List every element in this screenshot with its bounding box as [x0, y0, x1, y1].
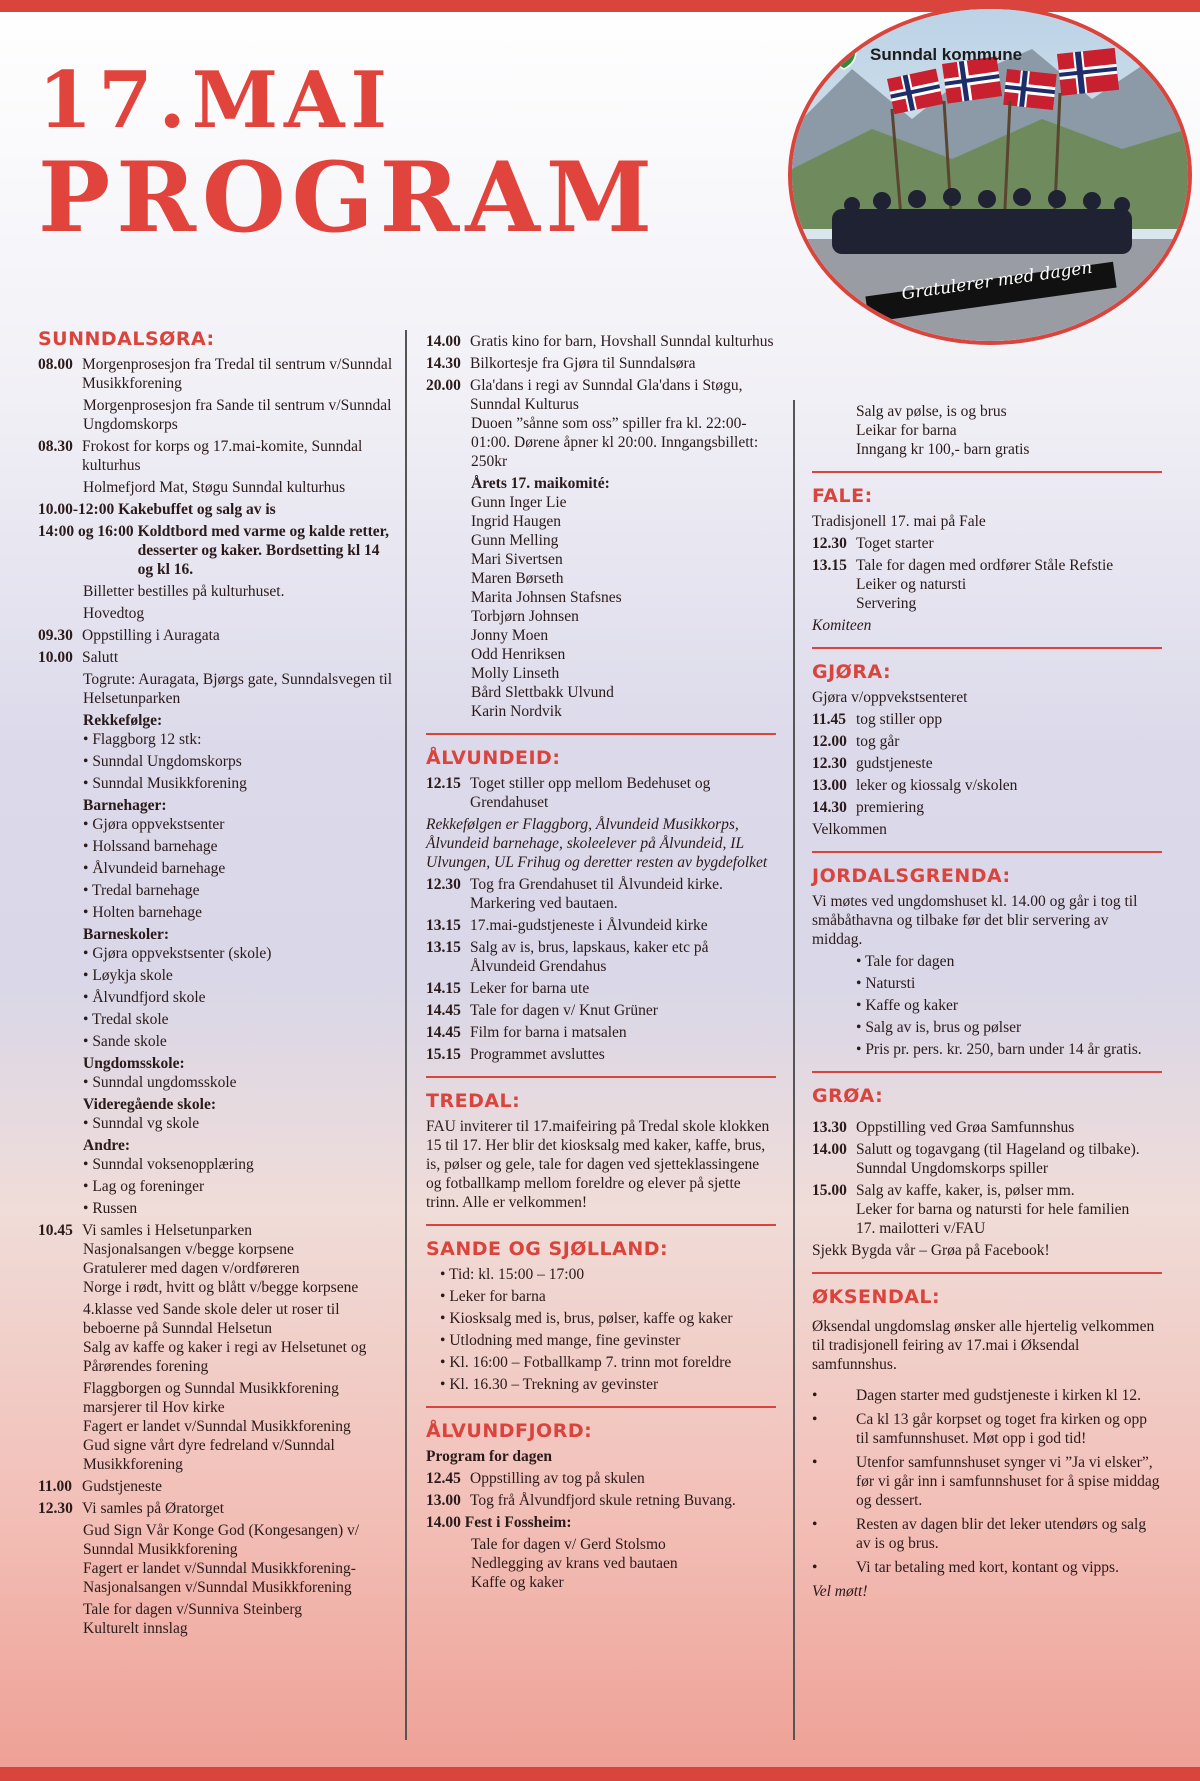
event-text: Oppstilling i Auragata	[82, 627, 220, 644]
time: 12.30	[812, 535, 847, 552]
subheading: Årets 17. maikomité:	[471, 475, 610, 492]
paragraph: Gjøra v/oppvekstsenteret	[812, 689, 968, 706]
list-item: • Resten av dagen blir det leker utendørs og salg av is og brus.	[812, 1515, 1162, 1553]
divider	[812, 851, 1162, 853]
list-item: • Russen	[83, 1199, 398, 1218]
event-text: Film for barna i matsalen	[470, 1024, 627, 1041]
column-right	[812, 402, 1162, 1604]
column-divider-2	[793, 400, 795, 1740]
divider	[426, 1406, 776, 1408]
list-item: • Tredal barnehage	[83, 881, 398, 900]
list-item: • Løykja skole	[83, 966, 398, 985]
time: 13.15	[426, 939, 461, 956]
event-text: Tale for dagen med ordfører Ståle Refstie	[856, 557, 1114, 574]
heading-oksendal: ØKSENDAL:	[812, 1286, 941, 1308]
list-item: • Sunndal voksenopplæring	[83, 1155, 398, 1174]
divider	[426, 733, 776, 735]
event-text: Inngang kr 100,- barn gratis	[856, 441, 1030, 458]
list-item	[812, 710, 1162, 729]
event-text: Leker for barna ute	[470, 980, 590, 997]
event-text: Oppstilling ved Grøa Samfunnshus	[856, 1119, 1075, 1136]
subheading: Barnehager:	[83, 797, 167, 814]
time: 12.30	[38, 1500, 73, 1517]
event-text: Togrute: Auragata, Bjørgs gate, Sunndalsvegen til Helsetunparken	[83, 671, 393, 707]
event-text: 10.00-12:00 Kakebuffet og salg av is	[38, 501, 276, 518]
list-item	[812, 534, 1162, 553]
list-item: Mari Sivertsen	[471, 551, 563, 568]
list-item: • Tid: kl. 15:00 – 17:00	[440, 1265, 776, 1284]
list-item	[426, 1001, 776, 1020]
time: 15.15	[426, 1046, 461, 1063]
event-text: Frokost for korps og 17.mai-komite, Sunndal kulturhus	[82, 438, 363, 474]
event-text: Norge i rødt, hvitt og blått v/begge korpsene	[83, 1279, 359, 1296]
list-item: • Kl. 16:00 – Fotballkamp 7. trinn mot foreldre	[440, 1353, 776, 1372]
time: 10.00	[38, 649, 73, 666]
event-text: Gud signe vårt dyre fedreland v/Sunndal Musikkforening	[83, 1437, 335, 1473]
list-item	[426, 1045, 776, 1064]
list-item	[38, 1499, 398, 1518]
event-text: Tale for dagen v/ Gerd Stolsmo	[471, 1536, 666, 1553]
event-text: gudstjeneste	[856, 755, 933, 772]
subheading: Program for dagen	[426, 1448, 552, 1465]
list-item	[426, 1491, 776, 1510]
time: 10.45	[38, 1222, 73, 1239]
list-item: Marita Johnsen Stafsnes	[471, 589, 622, 606]
list-item: • Kaffe og kaker	[856, 996, 1162, 1015]
list-item: Ingrid Haugen	[471, 513, 561, 530]
paragraph: FAU inviterer til 17.maifeiring på Tredal skole klokken 15 til 17. Her blir det kiosksalg med kaker, kaffe, brus, is, pølser og gele, tale for dagen ved sjetteklassingene og fotballkamp mellom foreldre og elever på sjette trinn. Alle er velkommen!	[426, 1118, 770, 1211]
list-item: • Leker for barna	[440, 1287, 776, 1306]
list-item	[812, 732, 1162, 751]
bottom-border	[0, 1767, 1200, 1781]
list-item: Gunn Inger Lie	[471, 494, 567, 511]
event-text: Kulturelt innslag	[83, 1620, 188, 1637]
heading-sunndalsora: SUNNDALSØRA:	[38, 328, 215, 350]
bullet-list	[812, 1386, 1162, 1577]
event-text: Oppstilling av tog på skulen	[470, 1470, 645, 1487]
photo-caption: Gratulerer med dagen	[900, 257, 1094, 305]
list-item: • Sunndal ungdomsskole	[83, 1073, 398, 1092]
heading-gjora: GJØRA:	[812, 661, 892, 683]
event-text: Tog fra Grendahuset til Ålvundeid kirke. Markering ved bautaen.	[470, 876, 723, 912]
list-item	[812, 556, 1162, 575]
event-text: Billetter bestilles på kulturhuset.	[83, 583, 285, 600]
list-item: • Utlodning med mange, fine gevinster	[440, 1331, 776, 1350]
list-item	[426, 376, 776, 414]
time: 13.00	[812, 777, 847, 794]
event-text: Salutt	[82, 649, 119, 666]
divider	[426, 1224, 776, 1226]
event-text: Nedlegging av krans ved bautaen	[471, 1555, 678, 1572]
list-item: • Sunndal vg skole	[83, 1114, 398, 1133]
time: 14.30	[812, 799, 847, 816]
heading-tredal: TREDAL:	[426, 1090, 521, 1112]
event-text: tog stiller opp	[856, 711, 943, 728]
list-item	[38, 1477, 398, 1496]
event-text: leker og kiossalg v/skolen	[856, 777, 1018, 794]
list-item: • Sunndal Ungdomskorps	[83, 752, 398, 771]
heading-jordalsgrenda: JORDALSGRENDA:	[812, 865, 1011, 887]
list-item	[812, 776, 1162, 795]
event-text: Salg av kaffe og kaker i regi av Helsetunet og Pårørendes forening	[83, 1339, 367, 1375]
subheading: Barneskoler:	[83, 926, 170, 943]
list-item: • Flaggborg 12 stk:	[83, 730, 398, 749]
event-text: Fagert er landet v/Sunndal Musikkforening-Nasjonalsangen v/Sunndal Musikkforening	[83, 1560, 356, 1596]
list-item: • Pris pr. pers. kr. 250, barn under 14 år gratis.	[856, 1040, 1182, 1059]
parade-photo	[788, 5, 1192, 345]
event-text: Tog frå Ålvundfjord skule retning Buvang.	[470, 1492, 736, 1509]
paragraph: Øksendal ungdomslag ønsker alle hjertelig velkommen til tradisjonell feiring av 17.mai i Øksendal samfunnshus.	[812, 1318, 1155, 1373]
list-item: • Gjøra oppvekstsenter (skole)	[83, 944, 398, 963]
column-sunndalsora	[38, 330, 398, 1641]
event-text: 4.klasse ved Sande skole deler ut roser til beboerne på Sunndal Helsetun	[83, 1301, 340, 1337]
event-text: Gratulerer med dagen v/ordføreren	[83, 1260, 300, 1277]
heading-alvundeid: ÅLVUNDEID:	[426, 747, 561, 769]
time: 13.15	[812, 557, 847, 574]
column-middle	[426, 332, 776, 1595]
time: 14.30	[426, 355, 461, 372]
list-item	[38, 648, 398, 667]
event-text: Koldtbord med varme og kalde retter, desserter og kaker. Bordsetting kl 14 og kl 16.	[137, 523, 389, 578]
divider	[812, 471, 1162, 473]
event-text: Leiker og natursti	[856, 576, 967, 593]
list-item: • Kiosksalg med is, brus, pølser, kaffe og kaker	[440, 1309, 776, 1328]
list-item	[426, 774, 776, 812]
title-line-1: 17.MAI	[38, 55, 394, 146]
list-item: Molly Linseth	[471, 665, 560, 682]
list-item	[38, 355, 398, 393]
event-text: Gla'dans i regi av Sunndal Gla'dans i Støgu, Sunndal Kulturus	[470, 377, 743, 413]
list-item: Jonny Moen	[471, 627, 549, 644]
event-text: Bilkortesje fra Gjøra til Sunndalsøra	[470, 355, 696, 372]
list-item	[812, 798, 1162, 817]
time: 08.30	[38, 438, 73, 455]
event-text: tog går	[856, 733, 900, 750]
list-item: Gunn Melling	[471, 532, 559, 549]
time: 08.00	[38, 356, 73, 373]
divider	[812, 1071, 1162, 1073]
subheading: Videregående skole:	[83, 1096, 217, 1113]
list-item	[426, 979, 776, 998]
time: 12.45	[426, 1470, 461, 1487]
list-item	[426, 1023, 776, 1042]
event-text: premiering	[856, 799, 925, 816]
list-item: Maren Børseth	[471, 570, 564, 587]
event-text: Servering	[856, 595, 917, 612]
list-item: Bård Slettbakk Ulvund	[471, 684, 614, 701]
title-line-2: PROGRAM	[38, 141, 659, 254]
event-text: Gratis kino for barn, Hovshall Sunndal kulturhus	[470, 333, 774, 350]
crowd-group	[832, 188, 1132, 254]
list-item: • Tale for dagen	[856, 952, 1162, 971]
event-text: Flaggborgen og Sunndal Musikkforening marsjerer til Hov kirke	[83, 1380, 339, 1416]
event-text: Salg av pølse, is og brus	[856, 403, 1007, 420]
heading-alvundfjord: ÅLVUNDFJORD:	[426, 1420, 593, 1442]
list-item: • Utenfor samfunnshuset synger vi ”Ja vi elsker”, før vi går inn i samfunnshuset for å spise middag og dessert.	[812, 1453, 1162, 1510]
time: 14.15	[426, 980, 461, 997]
list-item	[38, 437, 398, 475]
list-item: • Ålvundfjord skole	[83, 988, 398, 1007]
event-text: Leikar for barna	[856, 422, 957, 439]
event-text: Salg av kaffe, kaker, is, pølser mm.	[856, 1182, 1075, 1199]
list-item: • Holten barnehage	[83, 903, 398, 922]
time: 14.45	[426, 1024, 461, 1041]
list-item: • Tredal skole	[83, 1010, 398, 1029]
time: 14.45	[426, 1002, 461, 1019]
event-text: 14.00 Fest i Fossheim:	[426, 1514, 572, 1531]
list-item	[426, 354, 776, 373]
list-item	[812, 1181, 1162, 1200]
list-item: Torbjørn Johnsen	[471, 608, 579, 625]
list-item	[38, 1221, 398, 1240]
list-item: • Holssand barnehage	[83, 837, 398, 856]
logo-text: Sunndal kommune	[870, 45, 1023, 64]
list-item: • Lag og foreninger	[83, 1177, 398, 1196]
paragraph: Sjekk Bygda vår – Grøa på Facebook!	[812, 1242, 1050, 1259]
time: 20.00	[426, 377, 461, 394]
event-text: 17. mailotteri v/FAU	[856, 1220, 986, 1237]
list-item: • Ca kl 13 går korpset og toget fra kirken og opp til samfunnshuset. Møt opp i god tid!	[812, 1410, 1162, 1448]
list-item	[426, 916, 776, 935]
signature: Komiteen	[812, 617, 872, 634]
time: 12.15	[426, 775, 461, 792]
list-item	[38, 522, 398, 579]
list-item: Karin Nordvik	[471, 703, 562, 720]
time: 14.00	[426, 333, 461, 350]
list-item: • Salg av is, brus og pølser	[856, 1018, 1162, 1037]
event-text: Fagert er landet v/Sunndal Musikkforening	[83, 1418, 351, 1435]
event-text: Kaffe og kaker	[471, 1574, 564, 1591]
time: 12.00	[812, 733, 847, 750]
list-item	[38, 626, 398, 645]
list-item: Odd Henriksen	[471, 646, 566, 663]
event-text: Leker for barna og natursti for hele familien	[856, 1201, 1130, 1218]
paragraph: Velkommen	[812, 821, 887, 838]
heading-groa: GRØA:	[812, 1085, 884, 1107]
subheading: Hovedtog	[83, 605, 145, 622]
time: 11.45	[812, 711, 847, 728]
subheading: Andre:	[83, 1137, 131, 1154]
time: 13.30	[812, 1119, 847, 1136]
event-text: Morgenprosesjon fra Sande til sentrum v/Sunndal Ungdomskorps	[83, 397, 392, 433]
time: 14.00	[812, 1141, 847, 1158]
paragraph: Tradisjonell 17. mai på Fale	[812, 513, 986, 530]
list-item: • Ålvundeid barnehage	[83, 859, 398, 878]
divider	[812, 1272, 1162, 1274]
list-item	[426, 938, 776, 976]
event-text: Salutt og togavgang (til Hageland og tilbake). Sunndal Ungdomskorps spiller	[856, 1141, 1140, 1177]
list-item: • Natursti	[856, 974, 1162, 993]
time: 09.30	[38, 627, 73, 644]
list-item: • Dagen starter med gudstjeneste i kirken kl 12.	[812, 1386, 1162, 1405]
list-item	[426, 875, 776, 913]
event-text: 17.mai-gudstjeneste i Ålvundeid kirke	[470, 917, 708, 934]
time: 13.00	[426, 1492, 461, 1509]
list-item	[812, 1140, 1162, 1178]
event-text: Toget stiller opp mellom Bedehuset og Grendahuset	[470, 775, 711, 811]
bullet-list	[426, 1265, 776, 1394]
subheading: Ungdomsskole:	[83, 1055, 185, 1072]
event-text: Nasjonalsangen v/begge korpsene	[83, 1241, 294, 1258]
time: 12.30	[426, 876, 461, 893]
list-item	[426, 1469, 776, 1488]
note-text: Rekkefølgen er Flaggborg, Ålvundeid Musikkorps, Ålvundeid barnehage, skoleelever på Ålvundeid, IL Ulvungen, UL Frihug og deretter resten av bygdefolket	[426, 816, 768, 871]
event-text: Salg av is, brus, lapskaus, kaker etc på Ålvundeid Grendahus	[470, 939, 709, 975]
event-text: Vi samles på Øratorget	[82, 1500, 225, 1517]
list-item	[426, 332, 776, 351]
time: 13.15	[426, 917, 461, 934]
list-item: • Sande skole	[83, 1032, 398, 1051]
time: 11.00	[38, 1478, 73, 1495]
event-text: Morgenprosesjon fra Tredal til sentrum v/Sunndal Musikkforening	[82, 356, 393, 392]
event-text: Toget starter	[856, 535, 934, 552]
list-item	[812, 1118, 1162, 1137]
list-item: • Vi tar betaling med kort, kontant og vipps.	[812, 1558, 1162, 1577]
event-text: Gudstjeneste	[82, 1478, 163, 1495]
time: 12.30	[812, 755, 847, 772]
event-text: Tale for dagen v/ Knut Grüner	[470, 1002, 658, 1019]
divider	[426, 1076, 776, 1078]
list-item: • Kl. 16.30 – Trekning av gevinster	[440, 1375, 776, 1394]
list-item: • Gjøra oppvekstsenter	[83, 815, 398, 834]
event-text: Gud Sign Vår Konge God (Kongesangen) v/ Sunndal Musikkforening	[83, 1522, 360, 1558]
list-item	[812, 754, 1162, 773]
subheading: Rekkefølge:	[83, 712, 163, 729]
event-text: Vi samles i Helsetunparken	[82, 1222, 252, 1239]
column-divider-1	[405, 330, 407, 1740]
event-text: Duoen ”sånne som oss” spiller fra kl. 22:00-01:00. Dørene åpner kl 20:00. Inngangsbillett: 250kr	[471, 415, 759, 470]
list-item: • Sunndal Musikkforening	[83, 774, 398, 793]
group-list	[38, 711, 398, 1218]
heading-fale: FALE:	[812, 485, 873, 507]
heading-sande: SANDE OG SJØLLAND:	[426, 1238, 669, 1260]
event-text: Tale for dagen v/Sunniva Steinberg	[83, 1601, 303, 1618]
time: 15.00	[812, 1182, 847, 1199]
paragraph: Vi møtes ved ungdomshuset kl. 14.00 og går i tog til småbåthavna og tilbake før det blir servering av middag.	[812, 893, 1138, 948]
committee	[426, 474, 776, 721]
event-text: Holmefjord Mat, Støgu Sunndal kulturhus	[83, 479, 346, 496]
bullet-list	[812, 952, 1162, 1059]
signature: Vel møtt!	[812, 1583, 868, 1600]
divider	[812, 647, 1162, 649]
time: 14:00 og 16:00	[38, 523, 134, 540]
event-text: Programmet avsluttes	[470, 1046, 605, 1063]
